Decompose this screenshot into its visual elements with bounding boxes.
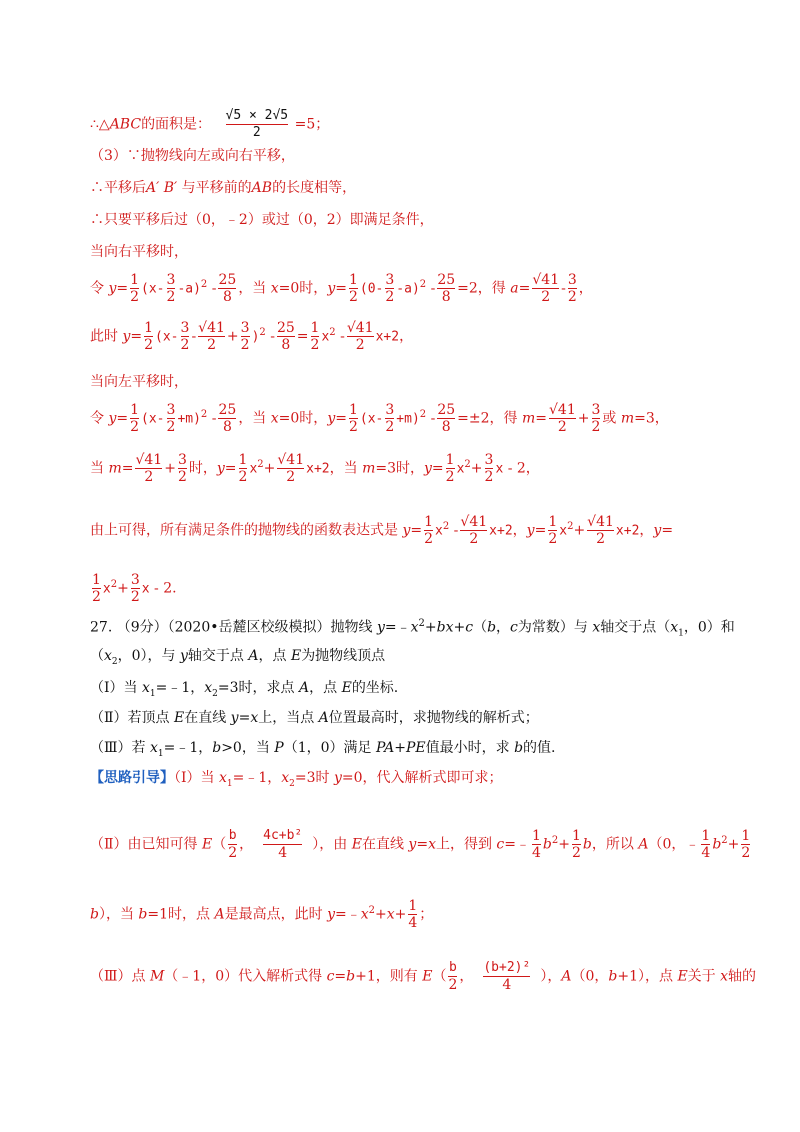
s3-line2: ∴平移后A′ B′ 与平移前的AB的长度相等， xyxy=(90,180,357,196)
p27-line1: 27. （9分）（2020•岳麓区校级模拟）抛物线 $y=﹣x^2+bx+c(b$，c为常数）与 x轴交于点（$x_1$，0）和 xyxy=(90,618,735,639)
area-label: ∴△ABC的面积是： xyxy=(90,116,212,133)
p27-part-iii: （Ⅲ）若 $x_1=﹣1$，b>0，当 P（1，0）满足 PA+PE值最小时，求 b的值. xyxy=(90,740,556,759)
area-frac-num: √5 × 2√5 xyxy=(225,108,289,123)
hint-iii: （Ⅲ）点 M（﹣1，0）代入解析式得 c=b+1，则有 E（ $\frac{b}{2}$ ， $\frac{\text{(b+2)²}}{4}$ ），A（0，b+1），点 E关于 x轴的 xyxy=(90,960,757,993)
right-eq: 令 y= $\frac{1}{2}$ (x- $\frac{3}{2}$ -a)$^2$ - $\frac{25}{8}$ ，当 x=0时，y= $\frac{1}{2}$ (0- $\frac{3}{2}$ -a)$^2$ - $\frac{25}{8}$ =2，得 a= $\frac{√41}{2}$ - $\frac{3}{2}$ ， xyxy=(90,272,593,305)
hint-ii-2: b），当 b=1时，点 A是最高点，此时 $y=﹣x^2+x+$ $\frac{1}{4}$ ； xyxy=(90,898,434,931)
s3-line3: ∴只要平移后过（0，﹣2）或过（0，2）即满足条件， xyxy=(90,212,434,228)
p27-line2: （$x_2$，0），与 y轴交于点 A，点 E为抛物线顶点 xyxy=(90,648,386,667)
right-result: 此时 y= $\frac{1}{2}$ (x- $\frac{3}{2}$ - $\frac{√41}{2}$ + $\frac{3}{2}$ )$^2$ - $\frac{25}{8}$ = $\frac{1}{2}$ $x^2$ - $\frac{√41}{2}$ x+2， xyxy=(90,320,414,353)
area-line xyxy=(90,108,329,141)
right-shift: 当向右平移时， xyxy=(90,244,188,260)
area-result: =5； xyxy=(294,116,330,133)
left-eq: 令 y= $\frac{1}{2}$ (x- $\frac{3}{2}$ +m)$^2$ - $\frac{25}{8}$ ，当 x=0时，y= $\frac{1}{2}$ (x- $\frac{3}{2}$ +m)$^2$ - $\frac{25}{8}$ =±2，得 m= $\frac{√41}{2}$ + $\frac{3}{2}$ 或 m=3， xyxy=(90,402,669,435)
left-m1: 当 m= $\frac{√41}{2}$ + $\frac{3}{2}$ 时，y= $\frac{1}{2}$ $x^2+$ $\frac{√41}{2}$ x+2，当 m=3时，y= $\frac{1}{2}$ $x^2+$ $\frac{3}{2}$ x - 2， xyxy=(90,452,540,485)
p27-part-ii: （Ⅱ）若顶点 E在直线 y=x上，当点 A位置最高时，求抛物线的解析式； xyxy=(90,710,539,726)
area-fraction xyxy=(226,108,289,141)
hint-line: 【思路引导】（Ⅰ）当 $x_1=﹣1$，$x_2=3$时 y=0，代入解析式即可求； xyxy=(90,770,503,789)
p27-part-i: （Ⅰ）当 $x_1=﹣1$，$x_2=3$时，求点 A，点 E的坐标. xyxy=(90,680,399,699)
hint-label: 【思路引导】 xyxy=(90,770,174,786)
hint-ii: （Ⅱ）由已知可得 E（ $\frac{b}{2}$ ， $\frac{\text{4c+b²}}{4}$ ），由 E在直线 y=x上，得到 c=﹣ $\frac{1}{4}$ $b^2+$ $\frac{1}{2}$ b，所以 A（0，﹣ $\frac{1}{4}$ $b^2+$ $\frac{1}{2}$ xyxy=(90,828,751,861)
left-shift: 当向左平移时， xyxy=(90,374,188,390)
conclusion: 由上可得，所有满足条件的抛物线的函数表达式是 y= $\frac{1}{2}$ $x^2$ - $\frac{√41}{2}$ x+2，y= $\frac{1}{2}$ $x^2+$ $\frac{√41}{2}$ x+2，y= xyxy=(90,514,674,547)
s3-title: （3）∵抛物线向左或向右平移， xyxy=(90,148,295,164)
conclusion-tail: $\frac{1}{2}$ $x^2+$ $\frac{3}{2}$ x - 2. xyxy=(92,572,177,605)
area-frac-den: 2 xyxy=(252,125,261,140)
